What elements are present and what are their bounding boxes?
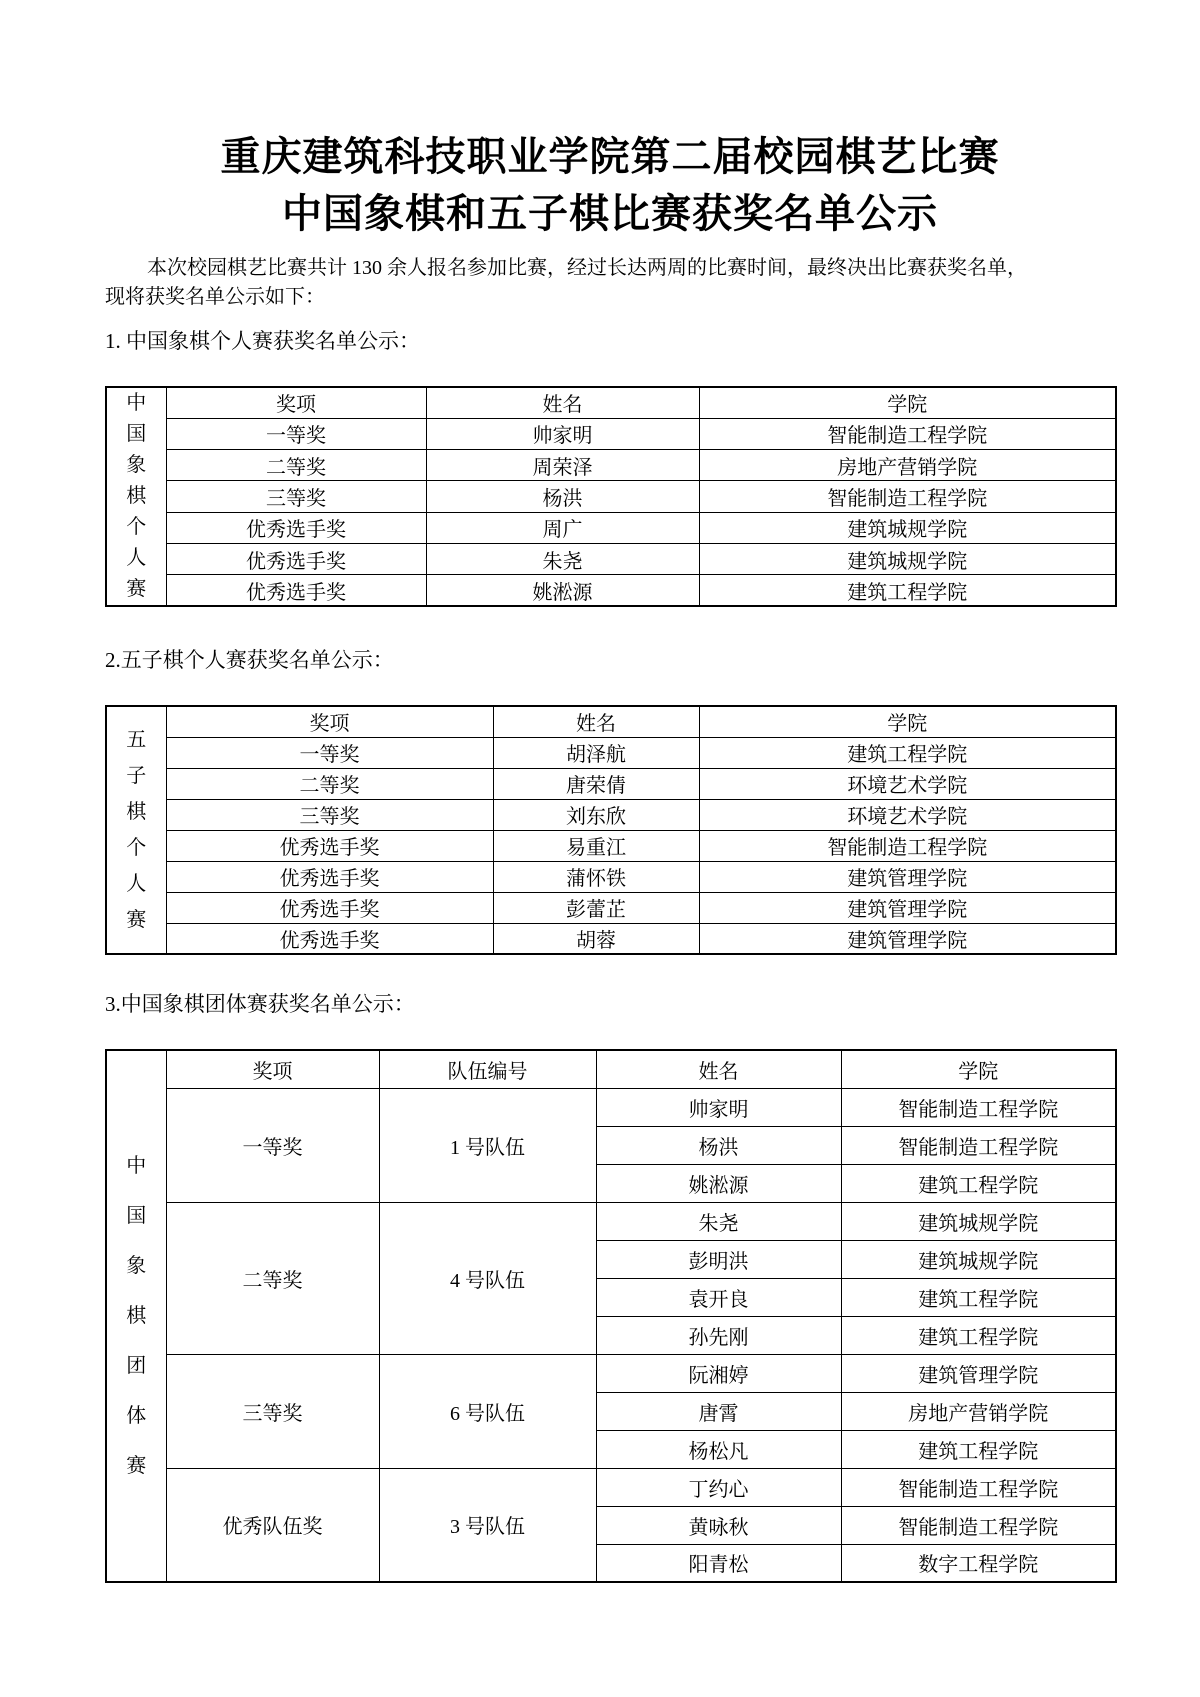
college-cell: 建筑工程学院	[841, 1278, 1116, 1316]
vertical-label	[106, 387, 166, 606]
table-row	[106, 575, 1116, 606]
table-row	[106, 512, 1116, 543]
header-cell: 队伍编号	[379, 1050, 596, 1088]
name-cell: 彭蕾芷	[493, 892, 699, 923]
name-cell: 阮湘婷	[596, 1354, 841, 1392]
award-cell: 三等奖	[166, 1354, 379, 1468]
college-cell: 建筑工程学院	[841, 1316, 1116, 1354]
table-row	[106, 543, 1116, 574]
award-cell: 优秀选手奖	[166, 923, 493, 954]
team-cell: 4 号队伍	[379, 1202, 596, 1354]
college-cell: 智能制造工程学院	[699, 481, 1116, 512]
name-cell: 周荣泽	[426, 450, 699, 481]
vertical-label-stack	[107, 1141, 166, 1491]
table-row	[106, 1088, 1116, 1126]
name-cell: 胡蓉	[493, 923, 699, 954]
table-row	[106, 1354, 1116, 1392]
section-heading-xiangqi-team: 3.中国象棋团体赛获奖名单公示：	[105, 992, 415, 1016]
intro-line1: 本次校园棋艺比赛共计 130 余人报名参加比赛，经过长达两周的比赛时间，最终决出比赛获奖名单，	[147, 257, 1027, 279]
team-cell: 6 号队伍	[379, 1354, 596, 1468]
label-char: 团	[126, 1355, 147, 1377]
header-cell: 姓名	[493, 706, 699, 737]
college-cell: 房地产营销学院	[699, 450, 1116, 481]
label-char: 五	[126, 729, 147, 751]
table-row	[106, 450, 1116, 481]
vertical-label-stack	[107, 388, 166, 605]
name-cell: 朱尧	[596, 1202, 841, 1240]
label-char: 国	[126, 423, 147, 445]
label-char: 体	[126, 1405, 147, 1427]
award-cell: 三等奖	[166, 481, 426, 512]
label-char: 棋	[126, 801, 147, 823]
name-cell: 易重江	[493, 830, 699, 861]
table-row	[106, 481, 1116, 512]
name-cell: 阳青松	[596, 1544, 841, 1582]
college-cell: 智能制造工程学院	[841, 1506, 1116, 1544]
college-cell: 智能制造工程学院	[841, 1468, 1116, 1506]
table-row	[106, 737, 1116, 768]
name-cell: 朱尧	[426, 543, 699, 574]
table-row	[106, 1202, 1116, 1240]
award-cell: 优秀选手奖	[166, 861, 493, 892]
name-cell: 杨洪	[596, 1126, 841, 1164]
label-char: 赛	[126, 909, 147, 931]
label-char: 个	[126, 516, 147, 538]
name-cell: 唐荣倩	[493, 768, 699, 799]
college-cell: 建筑管理学院	[699, 892, 1116, 923]
college-cell: 数字工程学院	[841, 1544, 1116, 1582]
label-char: 赛	[126, 578, 147, 600]
vertical-label-stack	[107, 722, 166, 938]
name-cell: 黄咏秋	[596, 1506, 841, 1544]
name-cell: 帅家明	[426, 418, 699, 449]
college-cell: 建筑城规学院	[841, 1202, 1116, 1240]
name-cell: 胡泽航	[493, 737, 699, 768]
label-char: 个	[126, 837, 147, 859]
college-cell: 建筑管理学院	[699, 861, 1116, 892]
label-char: 棋	[126, 1305, 147, 1327]
college-cell: 环境艺术学院	[699, 799, 1116, 830]
table-row	[106, 923, 1116, 954]
college-cell: 建筑管理学院	[699, 923, 1116, 954]
college-cell: 建筑工程学院	[699, 737, 1116, 768]
xiangqi-team-table	[105, 1049, 1117, 1583]
award-cell: 优秀选手奖	[166, 892, 493, 923]
name-cell: 丁约心	[596, 1468, 841, 1506]
xiangqi-individual-table	[105, 386, 1117, 607]
award-cell: 一等奖	[166, 1088, 379, 1202]
name-cell: 姚淞源	[596, 1164, 841, 1202]
table-row	[106, 830, 1116, 861]
header-cell: 学院	[841, 1050, 1116, 1088]
label-char: 赛	[126, 1455, 147, 1477]
college-cell: 智能制造工程学院	[841, 1126, 1116, 1164]
table-header-row	[106, 387, 1116, 418]
award-cell: 优秀选手奖	[166, 512, 426, 543]
header-cell: 奖项	[166, 387, 426, 418]
name-cell: 彭明洪	[596, 1240, 841, 1278]
team-cell: 1 号队伍	[379, 1088, 596, 1202]
gomoku-individual-table	[105, 705, 1117, 955]
label-char: 象	[126, 1255, 147, 1277]
table-row	[106, 892, 1116, 923]
header-cell: 学院	[699, 706, 1116, 737]
award-cell: 二等奖	[166, 1202, 379, 1354]
college-cell: 建筑工程学院	[699, 575, 1116, 606]
award-cell: 优秀队伍奖	[166, 1468, 379, 1582]
table-row	[106, 799, 1116, 830]
table-row	[106, 861, 1116, 892]
page-title-line2: 中国象棋和五子棋比赛获奖名单公示	[282, 191, 938, 236]
award-cell: 二等奖	[166, 450, 426, 481]
header-cell: 奖项	[166, 1050, 379, 1088]
award-cell: 优秀选手奖	[166, 830, 493, 861]
award-cell: 优秀选手奖	[166, 575, 426, 606]
college-cell: 环境艺术学院	[699, 768, 1116, 799]
name-cell: 孙先刚	[596, 1316, 841, 1354]
award-cell: 三等奖	[166, 799, 493, 830]
table-row	[106, 1468, 1116, 1506]
team-cell: 3 号队伍	[379, 1468, 596, 1582]
name-cell: 杨松凡	[596, 1430, 841, 1468]
header-cell: 姓名	[596, 1050, 841, 1088]
label-char: 棋	[126, 485, 147, 507]
name-cell: 刘东欣	[493, 799, 699, 830]
intro-line2: 现将获奖名单公示如下：	[105, 286, 325, 308]
intro-paragraph	[105, 254, 1115, 312]
college-cell: 智能制造工程学院	[841, 1088, 1116, 1126]
page-title	[105, 0, 1115, 242]
label-char: 国	[126, 1205, 147, 1227]
award-cell: 一等奖	[166, 737, 493, 768]
name-cell: 袁开良	[596, 1278, 841, 1316]
college-cell: 建筑管理学院	[841, 1354, 1116, 1392]
college-cell: 智能制造工程学院	[699, 830, 1116, 861]
header-cell: 奖项	[166, 706, 493, 737]
name-cell: 姚淞源	[426, 575, 699, 606]
college-cell: 建筑城规学院	[841, 1240, 1116, 1278]
college-cell: 房地产营销学院	[841, 1392, 1116, 1430]
section-heading-xiangqi-individual: 1. 中国象棋个人赛获奖名单公示：	[105, 329, 420, 353]
college-cell: 建筑城规学院	[699, 512, 1116, 543]
vertical-label	[106, 1050, 166, 1582]
label-char: 人	[126, 873, 147, 895]
college-cell: 建筑城规学院	[699, 543, 1116, 574]
document-page	[105, 0, 1115, 1583]
award-cell: 优秀选手奖	[166, 543, 426, 574]
college-cell: 智能制造工程学院	[699, 418, 1116, 449]
label-char: 中	[126, 392, 147, 414]
page-title-line1: 重庆建筑科技职业学院第二届校园棋艺比赛	[220, 134, 1000, 179]
college-cell: 建筑工程学院	[841, 1430, 1116, 1468]
label-char: 人	[126, 547, 147, 569]
vertical-label	[106, 706, 166, 954]
college-cell: 建筑工程学院	[841, 1164, 1116, 1202]
table-row	[106, 768, 1116, 799]
header-cell: 学院	[699, 387, 1116, 418]
label-char: 中	[126, 1155, 147, 1177]
label-char: 象	[126, 454, 147, 476]
table-header-row	[106, 1050, 1116, 1088]
award-cell: 二等奖	[166, 768, 493, 799]
award-cell: 一等奖	[166, 418, 426, 449]
table-header-row	[106, 706, 1116, 737]
name-cell: 唐霄	[596, 1392, 841, 1430]
name-cell: 周广	[426, 512, 699, 543]
header-cell: 姓名	[426, 387, 699, 418]
name-cell: 杨洪	[426, 481, 699, 512]
name-cell: 帅家明	[596, 1088, 841, 1126]
section-heading-gomoku-individual: 2.五子棋个人赛获奖名单公示：	[105, 648, 394, 672]
table-row	[106, 418, 1116, 449]
label-char: 子	[126, 765, 147, 787]
name-cell: 蒲怀铁	[493, 861, 699, 892]
